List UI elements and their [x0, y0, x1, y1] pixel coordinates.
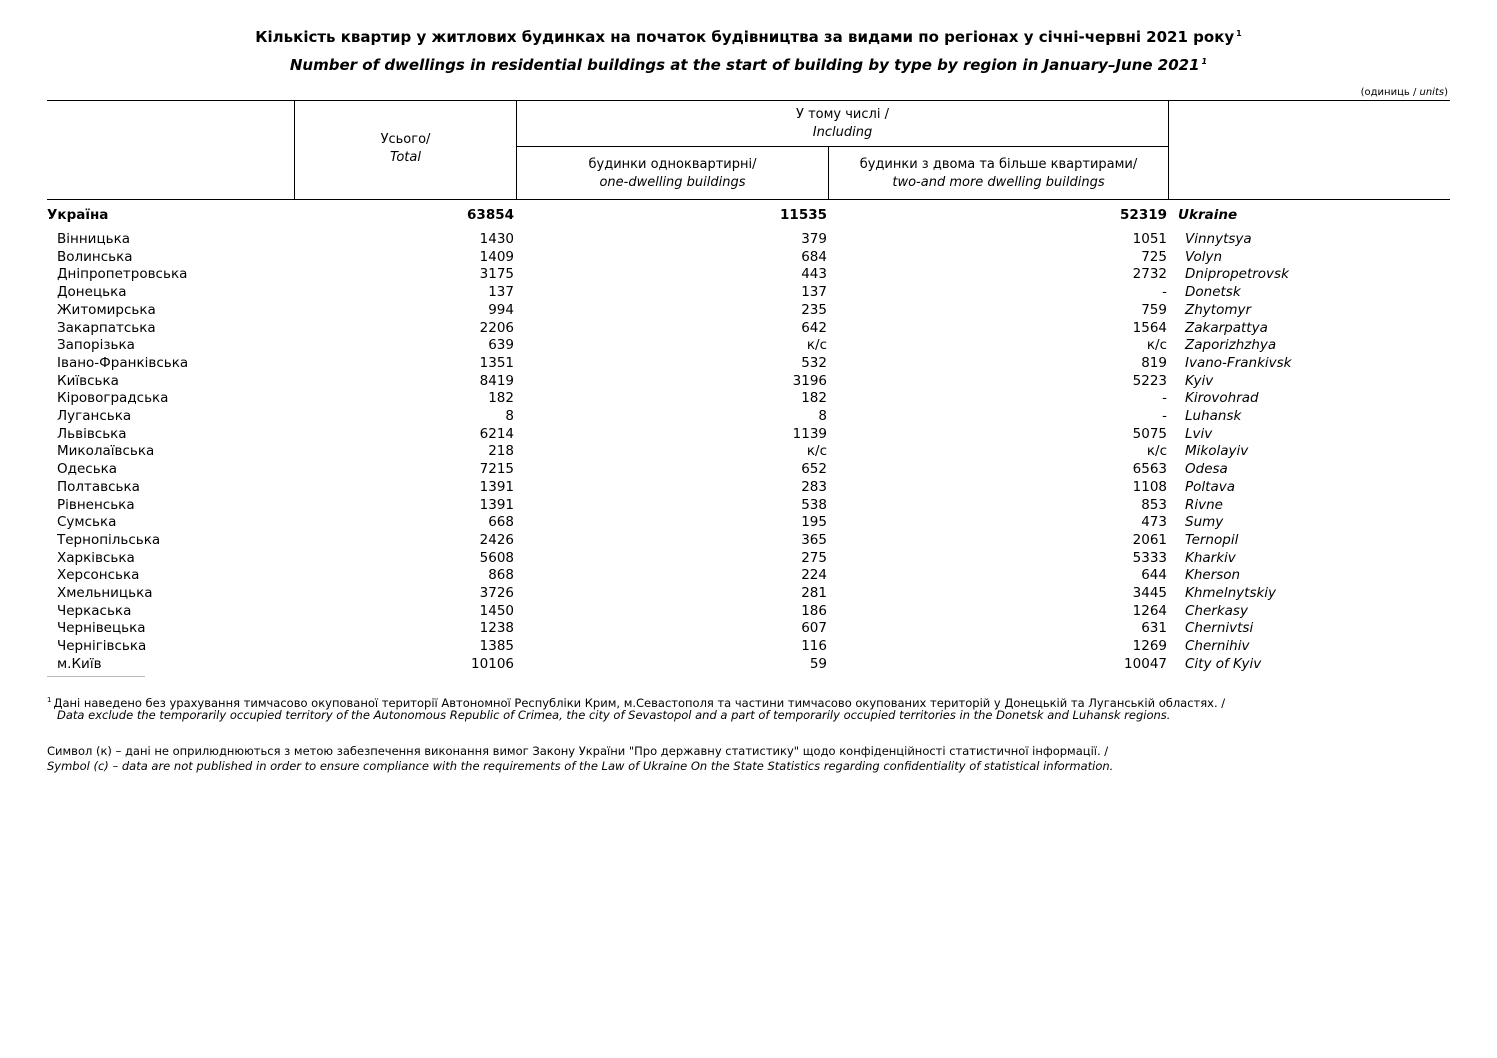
region-name-en: Odesa	[1185, 461, 1228, 478]
value-one-dwelling: 3196	[792, 372, 827, 389]
value-two-dwelling: 52319	[1120, 207, 1167, 223]
units-en: units	[1419, 87, 1445, 98]
value-total: 3726	[479, 585, 514, 601]
value-total: 5608	[479, 549, 514, 566]
footnote-1-en: Data exclude the temporarily occupied territory of the Autonomous Republic of Crimea, the city of Sevastopol and a part of temporarily occupied territories in the Donetsk and Luhansk regions.	[57, 708, 1171, 722]
header-two-en: two-and more dwelling buildings	[892, 175, 1105, 190]
header-one-uk: будинки одноквартирні/	[588, 157, 757, 172]
value-total: 1391	[479, 478, 514, 495]
region-name-uk: Хмельницька	[57, 585, 153, 601]
table-row	[47, 566, 1450, 584]
region-name-en: Cherkasy	[1185, 602, 1248, 619]
region-name-uk: Запорізька	[57, 337, 135, 354]
header-total-en: Total	[390, 150, 421, 165]
table-row	[47, 531, 1450, 549]
header-total	[295, 131, 516, 167]
value-two-dwelling: к/с	[1146, 337, 1167, 354]
units-uk: (одиниць /	[1360, 87, 1420, 98]
value-one-dwelling: 532	[801, 354, 827, 371]
header-two-uk: будинки з двома та більше квартирами/	[859, 157, 1138, 172]
header-total-uk: Усього/	[380, 132, 431, 147]
value-two-dwelling: 2732	[1132, 266, 1167, 283]
region-name-uk: м.Київ	[57, 655, 102, 672]
region-name-uk: Кіровоградська	[57, 390, 169, 407]
region-name-uk: Київська	[57, 372, 119, 389]
region-name-uk: Рівненська	[57, 496, 135, 513]
region-name-uk: Полтавська	[57, 478, 140, 495]
value-total: 137	[488, 284, 514, 301]
header-including-en: Including	[812, 125, 873, 140]
region-name-en: Khmelnytskiy	[1185, 585, 1277, 601]
region-name-uk: Тернопільська	[57, 531, 161, 548]
value-one-dwelling: 1139	[792, 425, 827, 442]
value-one-dwelling: 195	[801, 514, 827, 531]
value-two-dwelling: 1051	[1132, 231, 1167, 247]
table-row	[47, 301, 1450, 319]
value-one-dwelling: 8	[818, 408, 827, 424]
footnote-1-mark: 1	[47, 696, 52, 704]
region-name-uk: Житомирська	[57, 301, 156, 318]
units-close: )	[1444, 87, 1448, 98]
value-one-dwelling: 538	[801, 496, 827, 513]
value-total: 7215	[479, 461, 514, 478]
table-row	[47, 496, 1450, 514]
footnote-1-uk-text: Дані наведено без урахування тимчасово окупованої території Автономної Республіки Крим, м.Севастополя та частини тимчасово окупованих територій у Донецькій та Луганській областях. /	[53, 696, 1226, 710]
value-two-dwelling: 644	[1141, 567, 1167, 584]
value-two-dwelling: -	[1162, 284, 1167, 301]
header-one-en: one-dwelling buildings	[599, 175, 746, 190]
title-en-text: Number of dwellings in residential buildings at the start of building by type by region in January–June 2021	[289, 56, 1200, 74]
region-name-en: Dnipropetrovsk	[1185, 266, 1289, 283]
value-one-dwelling: 235	[801, 301, 827, 318]
value-total: 1385	[479, 638, 514, 655]
table-row	[47, 602, 1450, 620]
value-two-dwelling: 6563	[1132, 461, 1167, 478]
value-one-dwelling: 182	[801, 390, 827, 407]
region-name-en: Donetsk	[1185, 284, 1241, 301]
table-row	[47, 619, 1450, 637]
value-two-dwelling: -	[1162, 390, 1167, 407]
region-name-en: Zakarpattya	[1185, 319, 1268, 336]
region-name-uk: Івано-Франківська	[57, 354, 189, 371]
value-one-dwelling: 281	[801, 585, 827, 601]
value-two-dwelling: к/с	[1146, 443, 1167, 460]
footnote-2-en: Symbol (c) – data are not published in order to ensure compliance with the requirements of the Law of Ukraine On the State Statistics regarding confidentiality of statistical information.	[47, 759, 1114, 773]
value-one-dwelling: 59	[809, 655, 827, 672]
region-name-uk: Донецька	[57, 284, 127, 301]
header-two-dwelling	[829, 156, 1168, 192]
table-row	[47, 372, 1450, 390]
value-two-dwelling: 1269	[1132, 638, 1167, 655]
table-row	[47, 319, 1450, 337]
region-name-en: Ivano-Frankivsk	[1185, 354, 1292, 371]
region-name-en: Rivne	[1185, 496, 1223, 513]
region-name-uk: Херсонська	[57, 567, 140, 584]
value-one-dwelling: 116	[801, 638, 827, 655]
table-row	[47, 460, 1450, 478]
value-total: 63854	[467, 207, 514, 223]
value-two-dwelling: 5333	[1132, 549, 1167, 566]
region-name-en: Mikolayiv	[1185, 443, 1249, 460]
region-name-uk: Вінницька	[57, 231, 131, 247]
table-row	[47, 336, 1450, 354]
region-name-en: Chernivtsi	[1185, 620, 1254, 637]
value-total: 1238	[479, 620, 514, 637]
region-name-uk: Львівська	[57, 425, 127, 442]
region-name-uk: Харківська	[57, 549, 135, 566]
table-row	[47, 230, 1450, 248]
region-name-uk: Сумська	[57, 514, 117, 531]
value-two-dwelling: 3445	[1132, 585, 1167, 601]
region-name-uk: Закарпатська	[57, 319, 156, 336]
footnote-separator	[47, 676, 145, 677]
region-name-en: City of Kyiv	[1185, 655, 1262, 672]
table-row	[47, 584, 1450, 602]
value-total: 1430	[479, 231, 514, 247]
units-label	[1361, 86, 1448, 100]
value-total: 639	[488, 337, 514, 354]
header-bottom-rule	[47, 199, 1450, 200]
region-name-uk: Чернігівська	[57, 638, 147, 655]
value-one-dwelling: 443	[801, 266, 827, 283]
region-name-en: Kherson	[1185, 567, 1241, 584]
value-one-dwelling: 137	[801, 284, 827, 301]
value-total: 6214	[479, 425, 514, 442]
region-name-en: Volyn	[1185, 248, 1222, 265]
value-two-dwelling: 1564	[1132, 319, 1167, 336]
value-total: 182	[488, 390, 514, 407]
value-one-dwelling: 283	[801, 478, 827, 495]
value-two-dwelling: 853	[1141, 496, 1167, 513]
table-row	[47, 655, 1450, 673]
header-including-rule	[516, 146, 1168, 147]
value-two-dwelling: 5075	[1132, 425, 1167, 442]
region-name-en: Kirovohrad	[1185, 390, 1259, 407]
region-name-en: Zaporizhzhya	[1185, 337, 1277, 354]
region-name-uk: Волинська	[57, 248, 133, 265]
region-name-uk: Україна	[47, 207, 109, 223]
value-two-dwelling: -	[1162, 408, 1167, 424]
value-one-dwelling: 186	[801, 602, 827, 619]
table-row	[47, 407, 1450, 425]
value-two-dwelling: 2061	[1132, 531, 1167, 548]
value-total: 8419	[479, 372, 514, 389]
region-name-uk: Луганська	[57, 408, 132, 424]
title-uk-footnote-mark: 1	[1236, 29, 1242, 38]
value-total: 1450	[479, 602, 514, 619]
value-total: 1391	[479, 496, 514, 513]
header-one-dwelling	[517, 156, 828, 192]
region-name-en: Vinnytsya	[1185, 231, 1252, 247]
header-divider-4	[1168, 100, 1169, 199]
region-name-en: Lviv	[1185, 425, 1213, 442]
region-name-uk: Миколаївська	[57, 443, 155, 460]
value-two-dwelling: 631	[1141, 620, 1167, 637]
table-row	[47, 549, 1450, 567]
value-total: 8	[505, 408, 514, 424]
value-two-dwelling: 725	[1141, 248, 1167, 265]
region-name-uk: Одеська	[57, 461, 118, 478]
region-name-en: Zhytomyr	[1185, 301, 1252, 318]
region-name-en: Ukraine	[1178, 207, 1238, 223]
table-row	[47, 283, 1450, 301]
table-row	[47, 637, 1450, 655]
value-one-dwelling: 652	[801, 461, 827, 478]
value-two-dwelling: 819	[1141, 354, 1167, 371]
title-en-footnote-mark: 1	[1201, 57, 1208, 66]
table-row	[47, 248, 1450, 266]
value-one-dwelling: 607	[801, 620, 827, 637]
value-total: 668	[488, 514, 514, 531]
table-row	[47, 442, 1450, 460]
table-row-ukraine-total	[47, 206, 1450, 224]
value-one-dwelling: к/с	[806, 337, 827, 354]
page-title-uk	[0, 24, 1497, 47]
table-row	[47, 354, 1450, 372]
value-two-dwelling: 1264	[1132, 602, 1167, 619]
value-total: 218	[488, 443, 514, 460]
value-one-dwelling: к/с	[806, 443, 827, 460]
region-name-en: Poltava	[1185, 478, 1235, 495]
table-row	[47, 513, 1450, 531]
value-one-dwelling: 275	[801, 549, 827, 566]
value-two-dwelling: 10047	[1124, 655, 1167, 672]
value-total: 10106	[471, 655, 514, 672]
header-including	[517, 106, 1168, 142]
region-name-uk: Чернівецька	[57, 620, 146, 637]
value-one-dwelling: 11535	[780, 207, 827, 223]
value-two-dwelling: 1108	[1132, 478, 1167, 495]
region-name-en: Chernihiv	[1185, 638, 1250, 655]
value-total: 3175	[479, 266, 514, 283]
table-row	[47, 478, 1450, 496]
value-total: 1409	[479, 248, 514, 265]
region-name-en: Luhansk	[1185, 408, 1242, 424]
value-total: 2426	[479, 531, 514, 548]
value-total: 868	[488, 567, 514, 584]
footnote-2-uk: Символ (к) – дані не оприлюднюються з метою забезпечення виконання вимог Закону України "Про державну статистику" щодо конфіденційності статистичної інформації. /	[47, 744, 1109, 758]
value-two-dwelling: 5223	[1132, 372, 1167, 389]
value-one-dwelling: 684	[801, 248, 827, 265]
region-name-en: Sumy	[1185, 514, 1224, 531]
table-row	[47, 389, 1450, 407]
table-row	[47, 265, 1450, 283]
value-total: 994	[488, 301, 514, 318]
value-one-dwelling: 224	[801, 567, 827, 584]
region-name-en: Ternopil	[1185, 531, 1239, 548]
value-two-dwelling: 473	[1141, 514, 1167, 531]
value-one-dwelling: 365	[801, 531, 827, 548]
page-title-en	[0, 52, 1497, 75]
value-total: 2206	[479, 319, 514, 336]
region-name-en: Kharkiv	[1185, 549, 1236, 566]
value-one-dwelling: 642	[801, 319, 827, 336]
value-total: 1351	[479, 354, 514, 371]
title-uk-text: Кількість квартир у житлових будинках на початок будівництва за видами по регіонах у січні-червні 2021 року	[255, 28, 1235, 46]
region-name-uk: Черкаська	[57, 602, 132, 619]
region-name-en: Kyiv	[1185, 372, 1214, 389]
header-including-uk: У тому числі /	[796, 107, 889, 122]
region-name-uk: Дніпропетровська	[57, 266, 188, 283]
table-row	[47, 425, 1450, 443]
value-one-dwelling: 379	[801, 231, 827, 247]
value-two-dwelling: 759	[1141, 301, 1167, 318]
header-top-rule	[47, 100, 1450, 101]
